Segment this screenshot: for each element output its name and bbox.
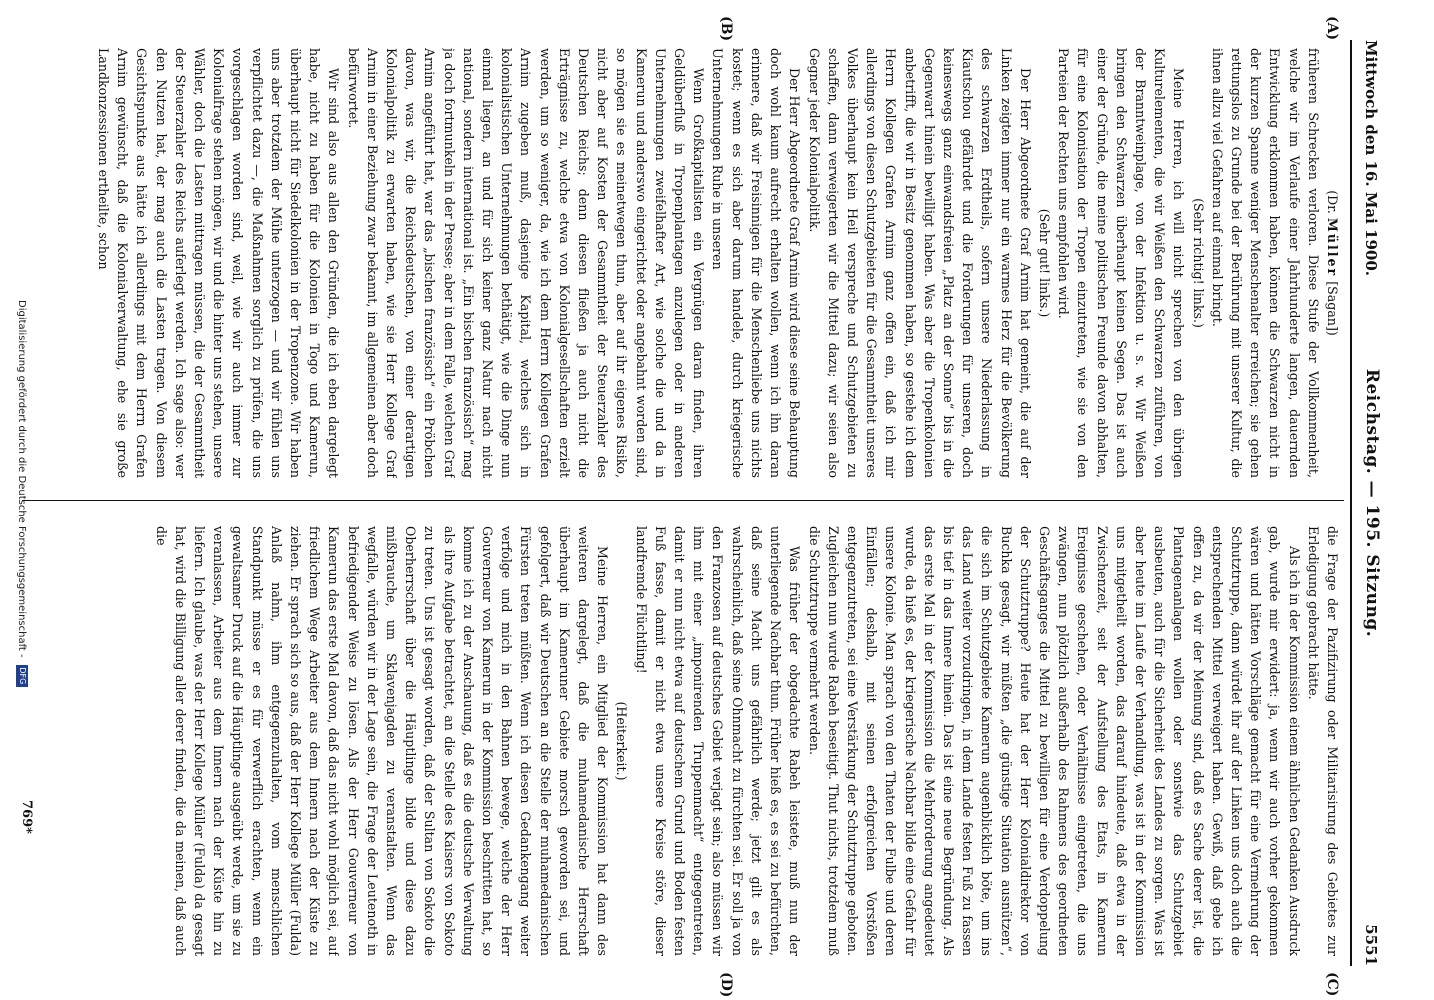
left-paragraph: früheren Schrecken verloren. Diese Stufe der Vollkommenheit, welche wir im Verlaufe einer Jahrhunderte langen, dauernden Entwicklung erklommen haben, können die Schwarzen nicht in der kurzen Spanne weniger Menschenalter erreichen; sie gehen rettungslos zu Grunde bei der Berührung mit unserer Kultur, die ihnen allzu viel Gefahren auf einmal bringt.: [1209, 48, 1321, 478]
header-session: Reichstag. — 195. Sitzung.: [1362, 368, 1382, 638]
header-page-number: 5551: [1362, 924, 1380, 966]
page-footer-number: 769*: [19, 800, 34, 834]
interjection: (Sehr gut! links.): [1036, 208, 1052, 318]
header-date: Mittwoch den 16. Mai 1900.: [1362, 40, 1380, 277]
right-paragraph: Als ich in der Kommission einem ähnlichen Gedanken Ausdruck gab, wurde mir erwidert: ja, wenn wir auch vorher gekommen wären und hätten Vorschläge gemacht für eine Vermehrung der Schutztruppe, dann würdet ihr auf der Linken uns doch auch die entsprechenden Mittel verweigert haben. Gewiß, daß gebe ich offen zu, da wir der Meinung sind, daß es Sache derer ist, die Plantagenanlagen wollen oder sonstwie das Schutzgebiet ausbeuten, auch für die Sicherheit des Landes zu sorgen. Was ist aber heute im Laufe der Verhandlung, was ist in der Kommission uns mitgetheilt worden, das darauf hindeute, daß etwa in der Zwischenzeit, seit der Aufstellung des Etats, in Kamerun Ereignisse geschehen, oder Verhältnisse eingetreten, die uns zwängen, nun plötzlich außerhalb des Rahmens des geordneten Geschäftsganges die Mittel zu bewilligen für eine Verdoppelung der Schutztruppe? Heute hat der Herr Kolonialdirektor von Buchka gesagt, wir müßten „die günstige Situation ausnützen“, die sich im Schutzgebiete Kamerun augenblicklich böte, um ins das Land weiter vorzudringen, in dem Lande festen Fuß zu fassen bis tief in das Innere hinein. Das ist eine neue Begründung. Als das erste Mal in der Kommission die Mehrforderung angedeutet wurde, da hieß es, der kriegerische Nachbar bilde eine Gefahr für unsere Kolonie. Man sprach von den Thaten der Fulbe und deren Einfällen; deshalb, mit seinen erfolgreichen Vorstößen entgegenzutreten, sei eine Verstärkung der Schutztruppe geboten. Zugleichen nun wurde Rabeh beseitigt. Thut nichts, trotzdem muß die Schutztruppe vermehrt werden.: [806, 526, 1302, 956]
header-rule: [1350, 40, 1352, 966]
left-column: [22, 48, 1342, 478]
left-paragraph: Wir sind also aus allen den Gründen, die ich eben dargelegt habe, nicht zu haben für die Kolonien in Togo und Kamerun, überhaupt nicht für Siedelkolonien in der Tropenzone. Wir haben uns aber trotzdem der Mühe unterzogen — und wir fühlen uns verpflichtet dazu —, die Maßnahmen sorglich zu prüfen, die uns vorgeschlagen worden sind, weil, wie wir auch immer zur Kolonialfrage stehen mögen, wir und die hinter uns stehen, unsere Wähler, doch die Lasten mittragen müssen, die der Gesammtheit der Steuerzahler des Reichs auferlegt werden. Ich sage also: wer den Nutzen hat, der mag auch die Lasten tragen. Von diesem Gesichtspunkte aus hätte ich allerdings mit dem Herrn Grafen Arnim gewünscht, daß die Kolonialverwaltung, ehe sie große Landkonzessionen ertheilte, schon: [96, 48, 342, 478]
interjection: (Sehr richtig! links.): [1190, 198, 1206, 328]
left-paragraph: Der Herr Abgeordnete Graf Arnim wird diese seine Behauptung doch wohl kaum aufrecht erhalten wollen, wenn ich ihn daran erinnere, daß wir Freisinnigen für die Menschenliebe uns nichts kostet; wenn es sich aber darum handele, durch kriegerische Unternehmungen Ruhe in unseren: [710, 48, 803, 478]
dfg-logo-icon: DFG: [16, 665, 28, 687]
speaker-name: Müller: [1325, 217, 1340, 278]
margin-letter-a: (A): [1324, 16, 1340, 41]
margin-letter-d: (D): [718, 972, 734, 998]
left-paragraph: Wenn Großkapitalisten ein Vergnügen daran finden, ihren Geldüberfluß in Tropenplantagen anzulegen oder in anderen Unternehmungen zweifelhafter Art, wie solche die und da in Kamerun und anderswo eingerichtet oder angebahnt worden sind, so mögen sie es meinetwegen thun, aber auf ihr eigenes Risiko, nicht aber auf Kosten der Gesammtheit der Steuerzahler des Deutschen Reichs; denn diesen fließen ja auch nicht die Erträgnisse zu, welche etwa von Kolonialgesellschaften erzielt werden, um so weniger, da, wie ich dem Herrn Kollegen Grafen Arnim zugeben muß, dasjenige Kapital, welches sich in kolonialistischen Unternehmungen bethätigt, wie die Dinge nun einmal liegen, an und für sich keiner ganz Natur nach nicht national, sondern international ist. „Ein bischen französisch“ mag ja doch fortmunkeln in der Presse; aber in dem Falle, welchen Graf Arnim angeführt hat, war das „bischen französisch“ ein Pröbchen davon, was wir, die Reichsdeutschen, von einer derartigen Kolonialpolitik zu erwarten haben, wie sie Herr Kollege Graf Arnim in einer Beziehung zwar bekannt, im allgemeinen aber doch befürwortet.: [345, 48, 707, 478]
margin-letter-b: (B): [718, 16, 734, 42]
credit-text: Digitalisierung gefördert durch die Deutsche Forschungsgemeinschaft -: [16, 300, 27, 658]
right-column: [22, 526, 1342, 956]
speaker-prefix: (Dr.: [1325, 190, 1340, 214]
right-paragraph: Was früher der obgedachte Rabeh leistete, muß nun der unterliegende Nachbar thun. Früher hieß es, es sei zu befürchten, daß seine Macht uns gefährlich werde; jetzt gilt es als wahrscheinlich, daß seine Ohnmacht zu fürchten sei. Er soll ja von den Franzosen auf deutsches Gebiet verjagt sein; also müssen wir ihm mit einer „imponirenden Truppenmacht“ entgegentreten, damit er nun nicht etwa auf deutschem Grund und Boden festen Fuß fasse, damit er nicht etwa unsere Kreise störe, dieser landfremde Flüchtling!: [633, 526, 803, 956]
interjection: (Heiterkeit.): [614, 701, 630, 781]
speaker-suffix: [Sagan]): [1325, 281, 1340, 336]
column-divider: [22, 500, 1344, 501]
right-paragraph: Meine Herren, ein Mitglied der Kommission hat dann des weiteren dargelegt, daß die muhamedanische Herrschaft überhaupt im Kameruner Gebiete morsch geworden sei, und gefolgert, daß wir Deutschen an die Stelle der muhamedanischen Fürsten treten müßten. Wenn ich diesen Gedankengang weiter verfolge und mich in den Bahnen bewege, welche der Herr Gouverneur von Kamerun in der Kommission beschritten hat, so komme ich zu der Anschauung, daß es die deutsche Verwaltung als ihre Aufgabe betrachtet, an die Stelle des Kaisers von Sokoto zu treten. Uns ist gesagt worden, daß der Sultan von Sokoto die Oberherrschaft über die Häuptlinge bilde und diese dazu mißbrauche, um Sklavenjagden zu veranstalten. Wenn das wegfalle, würden wir in der Lage sein, die Frage der Leutenoth in befriedigender Weise zu lösen. Als der Herr Gouverneur von Kamerun das erste Mal davon, daß das nicht wohl möglich sei, auf friedlichem Wege Arbeiter aus dem Innern nach der Küste zu ziehen. Er sprach sich so aus, daß der Herr Kollege Müller (Fulda) Anlaß nahm, ihm entgegenzuhalten, vom menschlichen Standpunkt müsse er es für verwerflich erachten, wenn ein gewaltsamer Druck auf die Häuptlinge ausgeübt werde, um sie zu veranlassen, Arbeiter aus dem Innern nach der Küste hin zu liefern. Ich glaube, was der Herr Kollege Müller (Fulda) da gesagt hat, wird die Billigung aller derer finden, die da meinen, daß auch die: [153, 526, 611, 956]
right-paragraph: die Frage der Pazifizirung oder Militarisirung des Gebietes zur Erledigung gebracht hätte.: [1305, 526, 1340, 956]
digitization-credit: [16, 300, 28, 687]
speaker-line: [1323, 48, 1342, 478]
left-paragraph: Meine Herren, ich will nicht sprechen von den übrigen Kulturelementen, die wir Weißen den Schwarzen zuführen, von der Branntweinplage, von der Infektion u. s. w. Wir Weißen bringen den Schwarzen überhaupt keinen Segen. Das ist auch einer der Gründe, die meine politischen Freunde davon abhalten, für eine Kolonisation der Tropen einzutreten, wie sie von den Parteien der Rechten uns empfohlen wird.: [1056, 48, 1187, 478]
page-header: [1354, 40, 1382, 966]
left-paragraph: Der Herr Abgeordnete Graf Arnim hat gemeint, die auf der Linken zeigten immer nur ein warmes Herz für die Bevölkerung des schwarzen Erdtheils, sofern unsere Niederlassung in Kiautschou gefährdet und die Forderungen für unseren, doch keineswegs ganz einwandsfreien „Platz an der Sonne“ bis in die Gegenwart hinein bewilligt haben. Was aber die Tropenkolonien anbetrifft, die wir in Besitz genommen haben, so gestehe ich dem Herrn Kollegen Grafen Arnim ganz offen ein, daß ich mir allerdings von diesen Schutzgebieten für die Gesammtheit unseres Volkes überhaupt kein Heil verspreche und Schutzgebieten zu schaffen, dann verweigerten wir die Mittel dazu; wir seien also Gegner jeder Kolonialpolitik.: [806, 48, 1033, 478]
margin-letter-c: (C): [1324, 972, 1340, 997]
